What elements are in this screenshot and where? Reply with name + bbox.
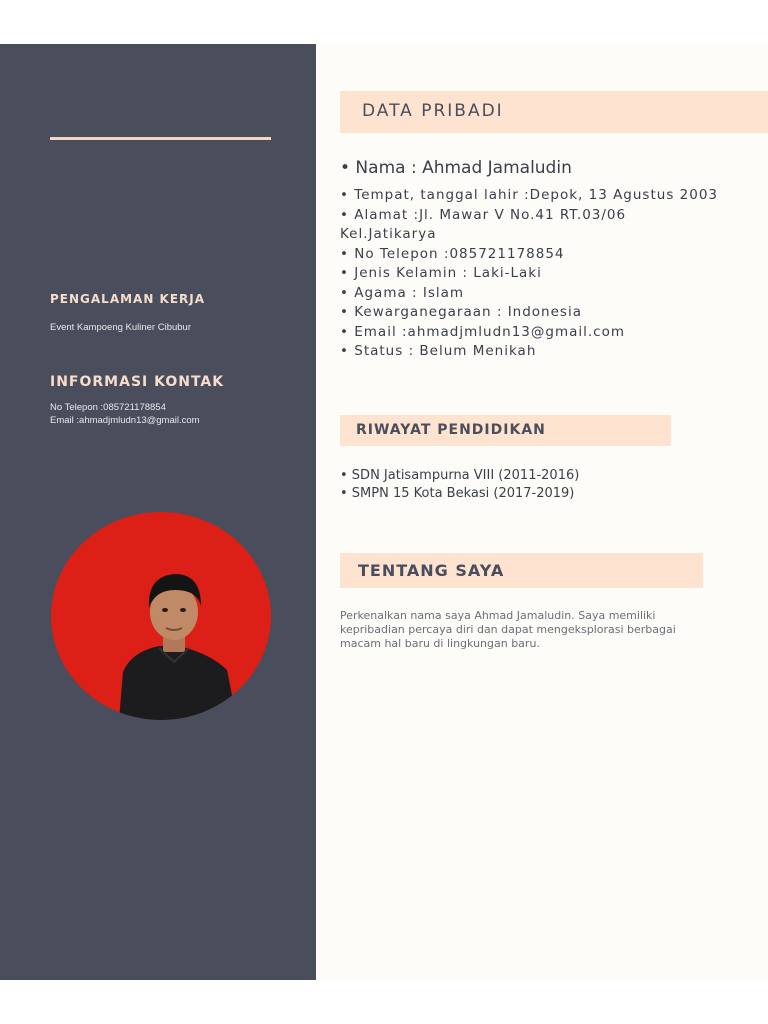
education-item: • SDN Jatisampurna VIII (2011-2016) (340, 468, 580, 483)
about-banner (340, 553, 703, 588)
experience-heading: PENGALAMAN KERJA (50, 292, 206, 306)
contact-info (50, 401, 200, 427)
personal-data-heading: DATA PRIBADI (362, 101, 504, 121)
education-banner (340, 415, 671, 446)
personal-data-list (340, 156, 760, 362)
about-line: kepribadian percaya diri dan dapat mengeksplorasi berbagai (340, 623, 676, 636)
personal-item: • Status : Belum Menikah (340, 343, 537, 359)
education-heading: RIWAYAT PENDIDIKAN (356, 422, 546, 438)
personal-item: • Tempat, tanggal lahir :Depok, 13 Agustus 2003 (340, 187, 719, 203)
personal-item: Kel.Jatikarya (340, 226, 437, 242)
person-portrait-icon (51, 512, 271, 720)
contact-phone: No Telepon :085721178854 (50, 402, 166, 413)
personal-item: • Alamat :Jl. Mawar V No.41 RT.03/06 (340, 206, 627, 223)
education-item: • SMPN 15 Kota Bekasi (2017-2019) (340, 486, 575, 501)
about-heading: TENTANG SAYA (358, 561, 505, 580)
about-line: Perkenalkan nama saya Ahmad Jamaludin. Saya memiliki (340, 609, 656, 622)
personal-item: • Email :ahmadjmludn13@gmail.com (340, 323, 625, 340)
personal-item: • Jenis Kelamin : Laki-Laki (340, 265, 542, 281)
personal-name: • Nama : Ahmad Jamaludin (340, 158, 572, 178)
about-line: macam hal baru di lingkungan baru. (340, 637, 540, 650)
resume-page (0, 44, 768, 980)
personal-item: • Kewarganegaraan : Indonesia (340, 304, 582, 320)
profile-photo (51, 512, 271, 720)
experience-item: Event Kampoeng Kuliner Cibubur (50, 322, 192, 333)
sidebar (0, 44, 316, 980)
sidebar-divider (50, 137, 271, 140)
contact-heading: INFORMASI KONTAK (50, 374, 225, 390)
personal-item: • No Telepon :085721178854 (340, 245, 565, 262)
education-list (340, 467, 579, 503)
contact-email: Email :ahmadjmludn13@gmail.com (50, 415, 200, 426)
about-text (340, 609, 710, 651)
personal-data-banner (340, 91, 768, 133)
personal-item: • Agama : Islam (340, 284, 465, 301)
